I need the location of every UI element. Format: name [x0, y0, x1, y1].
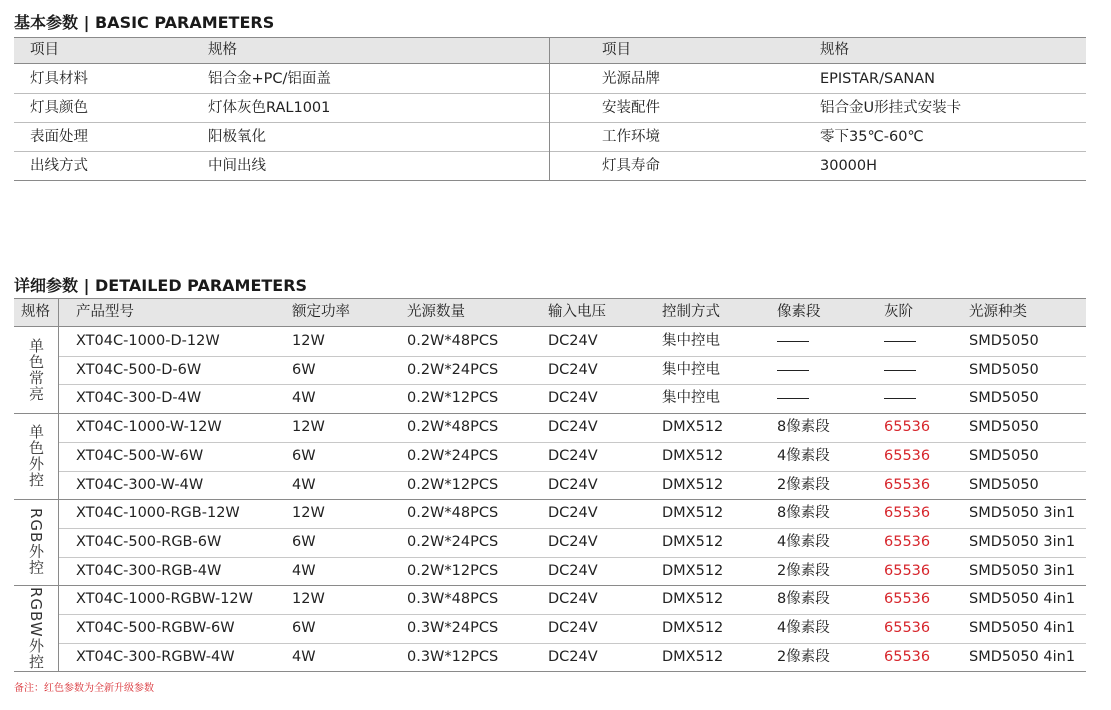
detail-cell: SMD5050 — [969, 419, 1039, 435]
row-divider — [14, 93, 1086, 94]
basic-cell: 30000H — [820, 158, 878, 174]
detail-cell: 集中控电 — [662, 390, 720, 406]
detail-cell: 65536 — [884, 448, 931, 464]
detail-cell — [884, 331, 916, 351]
detailed-parameters-title: 详细参数 | DETAILED PARAMETERS — [14, 276, 308, 295]
row-divider — [58, 614, 1086, 615]
detail-cell: 8像素段 — [777, 419, 830, 435]
detail-header-cell: 像素段 — [777, 304, 821, 320]
detail-cell: XT04C-500-D-6W — [76, 362, 202, 378]
dash-placeholder — [777, 341, 809, 342]
row-divider — [58, 528, 1086, 529]
detail-cell: 2像素段 — [777, 477, 830, 493]
detail-header-cell: 控制方式 — [662, 304, 720, 320]
detail-cell: DMX512 — [662, 448, 724, 464]
detail-header-cell: 灰阶 — [884, 304, 913, 320]
detail-cell: DC24V — [548, 505, 598, 521]
basic-header-cell: 规格 — [820, 42, 849, 58]
basic-cell: EPISTAR/SANAN — [820, 71, 936, 87]
spec-group-label — [14, 585, 58, 671]
detail-cell: XT04C-300-RGB-4W — [76, 563, 222, 579]
detail-cell: DC24V — [548, 620, 598, 636]
basic-cell: 出线方式 — [30, 158, 88, 174]
spec-column-divider — [58, 298, 59, 671]
detail-cell: 4像素段 — [777, 534, 830, 550]
detail-cell: DC24V — [548, 448, 598, 464]
detail-cell: XT04C-300-RGBW-4W — [76, 649, 235, 665]
detail-cell: 4W — [292, 390, 316, 406]
detail-cell: 0.3W*24PCS — [407, 620, 499, 636]
detail-cell: 0.2W*24PCS — [407, 362, 499, 378]
spec-group-text: RGBW外控 — [27, 586, 45, 670]
detailed-parameters-table — [14, 298, 1086, 672]
detail-cell: 65536 — [884, 505, 931, 521]
detail-cell: 65536 — [884, 477, 931, 493]
detail-header-cell: 产品型号 — [76, 304, 134, 320]
detail-cell: 0.2W*12PCS — [407, 563, 499, 579]
basic-cell: 灯具材料 — [30, 71, 88, 87]
detail-cell: XT04C-500-RGBW-6W — [76, 620, 235, 636]
detail-cell: 65536 — [884, 620, 931, 636]
basic-cell: 灯具颜色 — [30, 100, 88, 116]
detail-cell: SMD5050 3in1 — [969, 505, 1076, 521]
detail-cell: 65536 — [884, 591, 931, 607]
row-divider — [58, 442, 1086, 443]
detail-cell: 0.2W*48PCS — [407, 419, 499, 435]
detail-cell — [884, 388, 916, 408]
detail-cell: 65536 — [884, 534, 931, 550]
detail-cell: 6W — [292, 620, 316, 636]
dash-placeholder — [777, 398, 809, 399]
detail-cell: 65536 — [884, 563, 931, 579]
group-divider — [14, 585, 1086, 586]
detail-cell: 4像素段 — [777, 620, 830, 636]
detail-cell: 65536 — [884, 419, 931, 435]
basic-header-cell: 项目 — [30, 42, 59, 58]
row-divider — [58, 471, 1086, 472]
detail-cell: DC24V — [548, 477, 598, 493]
detail-cell: SMD5050 — [969, 333, 1039, 349]
detail-header-cell: 额定功率 — [292, 304, 350, 320]
detail-header-cell: 光源种类 — [969, 304, 1027, 320]
detail-cell: DC24V — [548, 534, 598, 550]
detail-cell: DC24V — [548, 390, 598, 406]
detail-cell: DMX512 — [662, 649, 724, 665]
detail-header-cell: 输入电压 — [548, 304, 606, 320]
detail-cell: DMX512 — [662, 505, 724, 521]
detail-cell: 12W — [292, 419, 325, 435]
row-divider — [14, 151, 1086, 152]
detail-header-cell: 光源数量 — [407, 304, 465, 320]
spec-group-text: 单色常亮 — [27, 338, 45, 402]
basic-header-cell: 规格 — [208, 42, 237, 58]
detail-cell: DMX512 — [662, 591, 724, 607]
detail-cell: 12W — [292, 505, 325, 521]
basic-parameters-table — [14, 37, 1086, 181]
detail-cell: 0.2W*48PCS — [407, 333, 499, 349]
column-divider — [549, 37, 550, 181]
basic-cell: 铝合金U形挂式安装卡 — [820, 100, 962, 116]
detail-cell: 4W — [292, 477, 316, 493]
spec-group-text: 单色外控 — [27, 424, 45, 488]
detail-cell: XT04C-300-D-4W — [76, 390, 202, 406]
detail-cell: 0.2W*12PCS — [407, 477, 499, 493]
detail-cell: SMD5050 — [969, 362, 1039, 378]
spec-group-label — [14, 499, 58, 585]
detail-cell: XT04C-500-W-6W — [76, 448, 204, 464]
detail-cell: DMX512 — [662, 534, 724, 550]
basic-cell: 零下35℃-60℃ — [820, 129, 924, 145]
detail-cell: DMX512 — [662, 419, 724, 435]
spec-group-label — [14, 327, 58, 413]
detail-cell — [777, 331, 809, 351]
row-divider — [58, 643, 1086, 644]
detail-cell: SMD5050 4in1 — [969, 620, 1076, 636]
spec-group-label — [14, 413, 58, 499]
detail-cell: SMD5050 3in1 — [969, 563, 1076, 579]
detail-cell: 0.3W*48PCS — [407, 591, 499, 607]
detail-cell: 65536 — [884, 649, 931, 665]
detail-cell: 6W — [292, 362, 316, 378]
basic-cell: 安装配件 — [602, 100, 660, 116]
basic-cell: 中间出线 — [208, 158, 266, 174]
basic-cell: 光源品牌 — [602, 71, 660, 87]
detail-cell: 2像素段 — [777, 563, 830, 579]
detail-cell: 6W — [292, 534, 316, 550]
detail-cell: 集中控电 — [662, 362, 720, 378]
group-divider — [14, 499, 1086, 500]
detail-cell: 0.2W*48PCS — [407, 505, 499, 521]
table-bottom-border — [14, 671, 1086, 672]
detail-cell: XT04C-300-W-4W — [76, 477, 204, 493]
basic-cell: 工作环境 — [602, 129, 660, 145]
detail-cell: SMD5050 4in1 — [969, 591, 1076, 607]
detail-cell — [884, 360, 916, 380]
detail-cell: DC24V — [548, 419, 598, 435]
group-divider — [14, 413, 1086, 414]
detail-cell: SMD5050 4in1 — [969, 649, 1076, 665]
detail-cell: DC24V — [548, 362, 598, 378]
detail-cell: DC24V — [548, 563, 598, 579]
basic-header-cell: 项目 — [602, 42, 631, 58]
detail-cell: XT04C-1000-RGBW-12W — [76, 591, 253, 607]
detail-cell: XT04C-1000-W-12W — [76, 419, 222, 435]
detail-cell: 12W — [292, 333, 325, 349]
basic-cell: 灯具寿命 — [602, 158, 660, 174]
detail-cell: DMX512 — [662, 620, 724, 636]
detail-cell: SMD5050 — [969, 448, 1039, 464]
detail-cell — [777, 388, 809, 408]
detail-cell: 6W — [292, 448, 316, 464]
basic-cell: 阳极氧化 — [208, 129, 266, 145]
detail-cell: XT04C-1000-D-12W — [76, 333, 220, 349]
detail-cell: XT04C-1000-RGB-12W — [76, 505, 240, 521]
table-bottom-border — [14, 180, 1086, 181]
detail-cell: SMD5050 — [969, 390, 1039, 406]
detail-cell: 8像素段 — [777, 505, 830, 521]
detail-cell: 集中控电 — [662, 333, 720, 349]
detail-cell: 4W — [292, 649, 316, 665]
detail-cell: DMX512 — [662, 477, 724, 493]
row-divider — [58, 356, 1086, 357]
row-divider — [58, 384, 1086, 385]
detail-cell: 4像素段 — [777, 448, 830, 464]
detail-cell: XT04C-500-RGB-6W — [76, 534, 222, 550]
detail-cell: DC24V — [548, 591, 598, 607]
basic-cell: 灯体灰色RAL1001 — [208, 100, 331, 116]
detail-cell: 0.3W*12PCS — [407, 649, 499, 665]
detail-header-cell: 规格 — [21, 304, 50, 320]
basic-parameters-title: 基本参数 | BASIC PARAMETERS — [14, 13, 275, 32]
dash-placeholder — [884, 398, 916, 399]
detail-cell: 12W — [292, 591, 325, 607]
basic-cell: 表面处理 — [30, 129, 88, 145]
basic-header-row — [14, 37, 1086, 64]
dash-placeholder — [777, 370, 809, 371]
row-divider — [14, 122, 1086, 123]
detail-cell: SMD5050 3in1 — [969, 534, 1076, 550]
detail-cell: 0.2W*24PCS — [407, 448, 499, 464]
dash-placeholder — [884, 341, 916, 342]
basic-cell: 铝合金+PC/铝面盖 — [208, 71, 331, 87]
detail-cell: 0.2W*12PCS — [407, 390, 499, 406]
detail-cell: DC24V — [548, 333, 598, 349]
detail-cell: SMD5050 — [969, 477, 1039, 493]
detail-cell: 0.2W*24PCS — [407, 534, 499, 550]
footnote: 备注：红色参数为全新升级参数 — [14, 683, 154, 694]
detail-cell: DC24V — [548, 649, 598, 665]
detail-cell: 2像素段 — [777, 649, 830, 665]
row-divider — [58, 557, 1086, 558]
dash-placeholder — [884, 370, 916, 371]
detail-cell: DMX512 — [662, 563, 724, 579]
spec-group-text: RGB外控 — [27, 508, 45, 576]
detail-cell: 8像素段 — [777, 591, 830, 607]
detail-cell — [777, 360, 809, 380]
detail-cell: 4W — [292, 563, 316, 579]
